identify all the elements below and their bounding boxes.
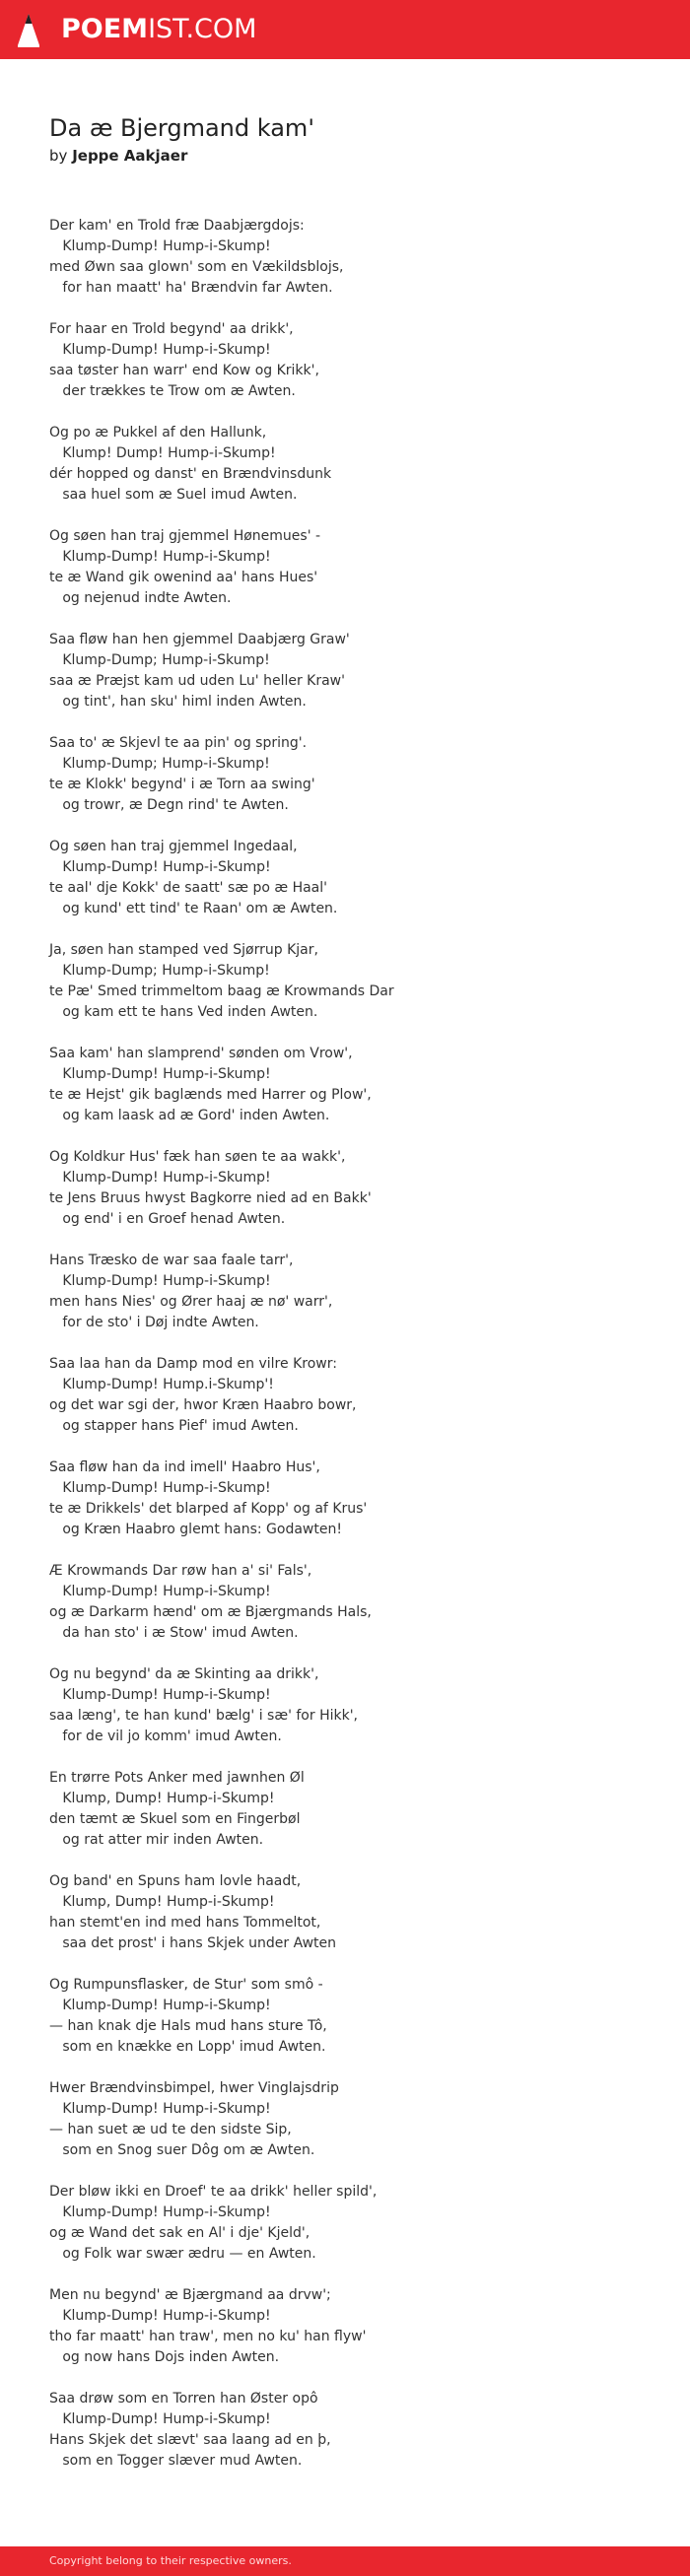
poem-line: Der kam' en Trold fræ Daabjærgdojs: <box>49 218 305 234</box>
poem-title: Da æ Bjergmand kam' <box>49 114 314 142</box>
poem-line: Klump-Dump! Hump-i-Skump! <box>49 2308 271 2324</box>
poem-line: dér hopped og danst' en Brændvinsdunk <box>49 466 332 482</box>
poem-line: som en Snog suer Dôg om æ Awten. <box>49 2142 315 2158</box>
poem-line: Klump-Dump; Hump-i-Skump! <box>49 963 270 979</box>
poem-line: Klump, Dump! Hump-i-Skump! <box>49 1894 275 1910</box>
poem-line: te æ Klokk' begynd' i æ Torn aa swing' <box>49 777 315 792</box>
poem-line: Klump-Dump! Hump-i-Skump! <box>49 1170 271 1186</box>
poem-stanza <box>49 940 660 1023</box>
poem-line: Og Koldkur Hus' fæk han søen te aa wakk', <box>49 1149 346 1165</box>
site-header <box>0 0 690 59</box>
poem-line: Men nu begynd' æ Bjærgmand aa drvw'; <box>49 2287 331 2303</box>
poem-line: te æ Drikkels' det blarped af Kopp' og af Krus' <box>49 1501 368 1517</box>
poem-line: Klump-Dump! Hump-i-Skump! <box>49 1273 271 1289</box>
poem-line: Saa laa han da Damp mod en vilre Krowr: <box>49 1356 337 1372</box>
poem-line: Og søen han traj gjemmel Hønemues' - <box>49 528 321 544</box>
poem-line: og tint', han sku' himl inden Awten. <box>49 694 307 710</box>
poem-line: Og Rumpunsflasker, de Stur' som smô - <box>49 1977 323 1993</box>
poem-stanza <box>49 837 660 919</box>
poem-line: og kund' ett tind' te Raan' om æ Awten. <box>49 901 338 916</box>
poem-line: saa huel som æ Suel imud Awten. <box>49 487 298 503</box>
poem-stanza <box>49 1044 660 1126</box>
poem-line: — han suet æ ud te den sidste Sip, <box>49 2122 292 2137</box>
poem-line: med Øwn saa glown' som en Vækildsblojs, <box>49 259 344 275</box>
poem-stanza <box>49 319 660 402</box>
poem-line: Klump-Dump! Hump-i-Skump! <box>49 2204 271 2220</box>
poem-stanza <box>49 1251 660 1333</box>
poem-stanza <box>49 526 660 609</box>
poem-line: Og søen han traj gjemmel Ingedaal, <box>49 839 298 854</box>
poem-line: for han maatt' ha' Brændvin far Awten. <box>49 280 333 296</box>
poem-line: Klump-Dump! Hump-i-Skump! <box>49 238 271 254</box>
poem-line: og end' i en Groef henad Awten. <box>49 1211 286 1227</box>
poem-line: og Folk war swær ædru — en Awten. <box>49 2246 316 2262</box>
poem-stanza <box>49 1354 660 1437</box>
poem-line: saa æ Præjst kam ud uden Lu' heller Kraw' <box>49 673 345 689</box>
poem-line: da han sto' i æ Stow' imud Awten. <box>49 1625 299 1641</box>
poem-line: og rat atter mir inden Awten. <box>49 1832 264 1848</box>
poem-line: tho far maatt' han traw', men no ku' han flyw' <box>49 2329 367 2344</box>
poem-line: — han knak dje Hals mud hans sture Tô, <box>49 2018 327 2034</box>
poem-line: og det war sgi der, hwor Kræn Haabro bowr, <box>49 1397 357 1413</box>
poem-line: Saa kam' han slamprend' sønden om Vrow', <box>49 1046 353 1061</box>
poem-line: men hans Nies' og Ører haaj æ nø' warr', <box>49 1294 333 1310</box>
poem-line: te aal' dje Kokk' de saatt' sæ po æ Haal' <box>49 880 327 896</box>
poem-line: Klump-Dump! Hump-i-Skump! <box>49 859 271 875</box>
poem-line: Klump-Dump! Hump-i-Skump! <box>49 1687 271 1703</box>
poem-line: Saa fløw han hen gjemmel Daabjærg Graw' <box>49 632 350 647</box>
poem-line: Klump-Dump; Hump-i-Skump! <box>49 756 270 772</box>
poem-body <box>49 216 660 2492</box>
poem-stanza <box>49 2182 660 2265</box>
poem-line: for de vil jo komm' imud Awten. <box>49 1729 282 1744</box>
poem-stanza <box>49 423 660 506</box>
poem-line: Klump-Dump; Hump-i-Skump! <box>49 652 270 668</box>
poem-line: for de sto' i Døj indte Awten. <box>49 1315 259 1330</box>
poem-line: Klump, Dump! Hump-i-Skump! <box>49 1791 275 1806</box>
poem-line: der trækkes te Trow om æ Awten. <box>49 383 296 399</box>
poem-line: te Pæ' Smed trimmeltom baag æ Krowmands Dar <box>49 983 394 999</box>
poem-line: Klump-Dump! Hump-i-Skump! <box>49 549 271 565</box>
poem-line: og æ Darkarm hænd' om æ Bjærgmands Hals, <box>49 1604 372 1620</box>
poem-line: Klump-Dump! Hump-i-Skump! <box>49 1066 271 1082</box>
poem-line: og now hans Dojs inden Awten. <box>49 2349 280 2365</box>
poem-line: saa det prost' i hans Skjek under Awten <box>49 1935 337 1951</box>
site-footer <box>0 2546 690 2576</box>
poem-line: Og po æ Pukkel af den Hallunk, <box>49 425 267 441</box>
poem-stanza <box>49 1871 660 1954</box>
poem-line: Klump-Dump! Hump-i-Skump! <box>49 1584 271 1599</box>
poem-stanza <box>49 1664 660 1747</box>
site-logo[interactable] <box>61 14 256 45</box>
poem-line: som en knække en Lopp' imud Awten. <box>49 2039 326 2055</box>
poem-line: te æ Wand gik owenind aa' hans Hues' <box>49 570 318 585</box>
poem-line: te æ Hejst' gik baglænds med Harrer og Plow', <box>49 1087 372 1103</box>
poem-line: som en Togger slæver mud Awten. <box>49 2453 303 2469</box>
poem-line: han stemt'en ind med hans Tommeltot, <box>49 1915 321 1931</box>
poem-line: saa tøster han warr' end Kow og Krikk', <box>49 363 319 378</box>
poem-line: og æ Wand det sak en Al' i dje' Kjeld', <box>49 2225 310 2241</box>
poem-line: den tæmt æ Skuel som en Fingerbøl <box>49 1811 301 1827</box>
poem-line: Saa fløw han da ind imell' Haabro Hus', <box>49 1459 320 1475</box>
poem-line: Klump-Dump! Hump-i-Skump! <box>49 342 271 358</box>
poem-line: Der bløw ikki en Droef' te aa drikk' heller spild', <box>49 2184 378 2200</box>
poem-stanza <box>49 1768 660 1851</box>
poem-stanza <box>49 2078 660 2161</box>
poem-line: Hans Træsko de war saa faale tarr', <box>49 1253 294 1268</box>
poem-line: Saa drøw som en Torren han Øster opô <box>49 2391 318 2407</box>
poem-stanza <box>49 733 660 816</box>
poem-line: Og band' en Spuns ham lovle haadt, <box>49 1873 302 1889</box>
poem-stanza <box>49 216 660 299</box>
poem-line: Klump! Dump! Hump-i-Skump! <box>49 445 276 461</box>
poem-line: Og nu begynd' da æ Skinting aa drikk', <box>49 1666 319 1682</box>
poem-stanza <box>49 1975 660 2058</box>
logo-text-light: IST.COM <box>148 14 257 44</box>
poem-line: og Kræn Haabro glemt hans: Godawten! <box>49 1522 342 1537</box>
poem-line: En trørre Pots Anker med jawnhen Øl <box>49 1770 305 1786</box>
poem-line: Æ Krowmands Dar røw han a' si' Fals', <box>49 1563 312 1579</box>
poem-line: og kam laask ad æ Gord' inden Awten. <box>49 1108 330 1123</box>
poem-line: Ja, søen han stamped ved Sjørrup Kjar, <box>49 942 318 958</box>
poem-line: Klump-Dump! Hump-i-Skump! <box>49 2411 271 2427</box>
poem-line: og stapper hans Pief' imud Awten. <box>49 1418 299 1434</box>
poem-line: For haar en Trold begynd' aa drikk', <box>49 321 294 337</box>
poem-stanza <box>49 2285 660 2368</box>
poem-stanza <box>49 1561 660 1644</box>
poem-line: Saa to' æ Skjevl te aa pin' og spring'. <box>49 735 308 751</box>
poem-stanza <box>49 2389 660 2472</box>
poem-line: Klump-Dump! Hump-i-Skump! <box>49 2101 271 2117</box>
copyright-text: Copyright belong to their respective owners. <box>49 2554 292 2567</box>
poem-line: Hans Skjek det slævt' saa laang ad en þ, <box>49 2432 331 2448</box>
poem-stanza <box>49 630 660 712</box>
poem-line: og trowr, æ Degn rind' te Awten. <box>49 797 289 813</box>
poem-line: Hwer Brændvinsbimpel, hwer Vinglajsdrip <box>49 2080 339 2096</box>
poem-line: Klump-Dump! Hump-i-Skump! <box>49 1480 271 1496</box>
poem-author[interactable]: Jeppe Aakjaer <box>72 147 188 165</box>
poem-stanza <box>49 1147 660 1230</box>
poem-byline <box>49 146 187 166</box>
poem-line: og kam ett te hans Ved inden Awten. <box>49 1004 318 1020</box>
poem-line: Klump-Dump! Hump.i-Skump'! <box>49 1377 274 1392</box>
poem-line: og nejenud indte Awten. <box>49 590 232 606</box>
poem-stanza <box>49 1457 660 1540</box>
poem-line: saa læng', te han kund' bælg' i sæ' for Hikk', <box>49 1708 359 1724</box>
logo-text-bold: POEM <box>61 14 149 44</box>
pencil-tip-icon[interactable] <box>17 13 40 48</box>
byline-prefix: by <box>49 147 68 165</box>
poem-line: Klump-Dump! Hump-i-Skump! <box>49 1998 271 2013</box>
poem-line: te Jens Bruus hwyst Bagkorre nied ad en Bakk' <box>49 1190 372 1206</box>
